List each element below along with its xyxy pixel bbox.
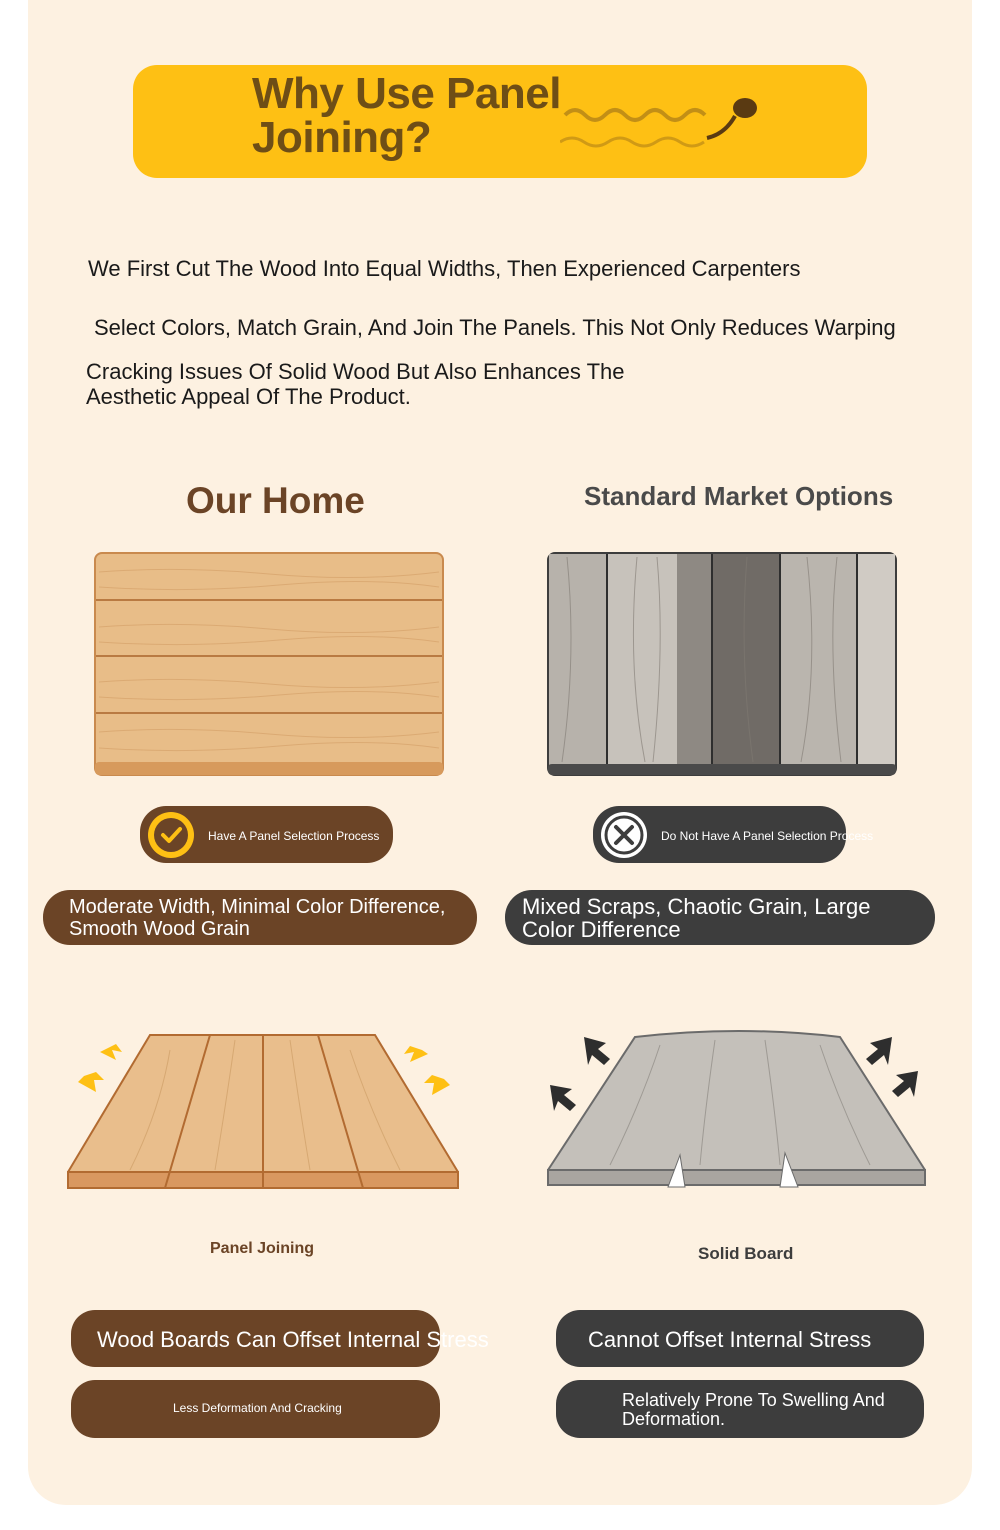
intro-line-2: Select Colors, Match Grain, And Join The Panels. This Not Only Reduces Warping [94, 315, 896, 340]
panel-joining-illustration [60, 1030, 470, 1200]
panel-joining-caption: Panel Joining [210, 1240, 315, 1257]
market-description [505, 890, 935, 945]
our-home-description-text: Moderate Width, Minimal Color Difference, Smooth Wood Grain [69, 896, 446, 940]
has-selection-badge [140, 806, 393, 863]
less-deformation-feature [71, 1380, 440, 1438]
solid-board-illustration [540, 1025, 940, 1200]
decorative-scribble [560, 80, 770, 160]
joined-panel-board-image [94, 552, 444, 776]
our-home-description [43, 890, 477, 945]
check-icon [148, 812, 194, 858]
prone-to-swelling-feature [556, 1380, 924, 1438]
cannot-offset-feature [556, 1310, 924, 1367]
mixed-scrap-board-image [547, 552, 897, 776]
has-selection-label: Have A Panel Selection Process [208, 829, 380, 843]
less-deformation-feature-text: Less Deformation And Cracking [173, 1401, 342, 1415]
offset-stress-feature [71, 1310, 489, 1367]
intro-line-3: Cracking Issues Of Solid Wood But Also Enhances The Aesthetic Appeal Of The Product. [86, 359, 625, 409]
no-selection-label: Do Not Have A Panel Selection Process [661, 829, 874, 843]
solid-board-caption: Solid Board [698, 1244, 794, 1263]
our-home-heading: Our Home [186, 480, 365, 521]
no-selection-badge [593, 806, 874, 863]
banner-title: Why Use Panel Joining? [252, 69, 561, 162]
standard-market-heading: Standard Market Options [584, 481, 894, 511]
offset-stress-feature-text: Wood Boards Can Offset Internal Stress [97, 1327, 489, 1352]
x-icon [601, 812, 647, 858]
market-description-text: Mixed Scraps, Chaotic Grain, Large Color Difference [522, 894, 871, 942]
intro-line-1: We First Cut The Wood Into Equal Widths, Then Experienced Carpenters [88, 256, 801, 281]
prone-to-swelling-feature-text: Relatively Prone To Swelling And Deformation. [622, 1390, 885, 1429]
cannot-offset-feature-text: Cannot Offset Internal Stress [588, 1327, 872, 1352]
